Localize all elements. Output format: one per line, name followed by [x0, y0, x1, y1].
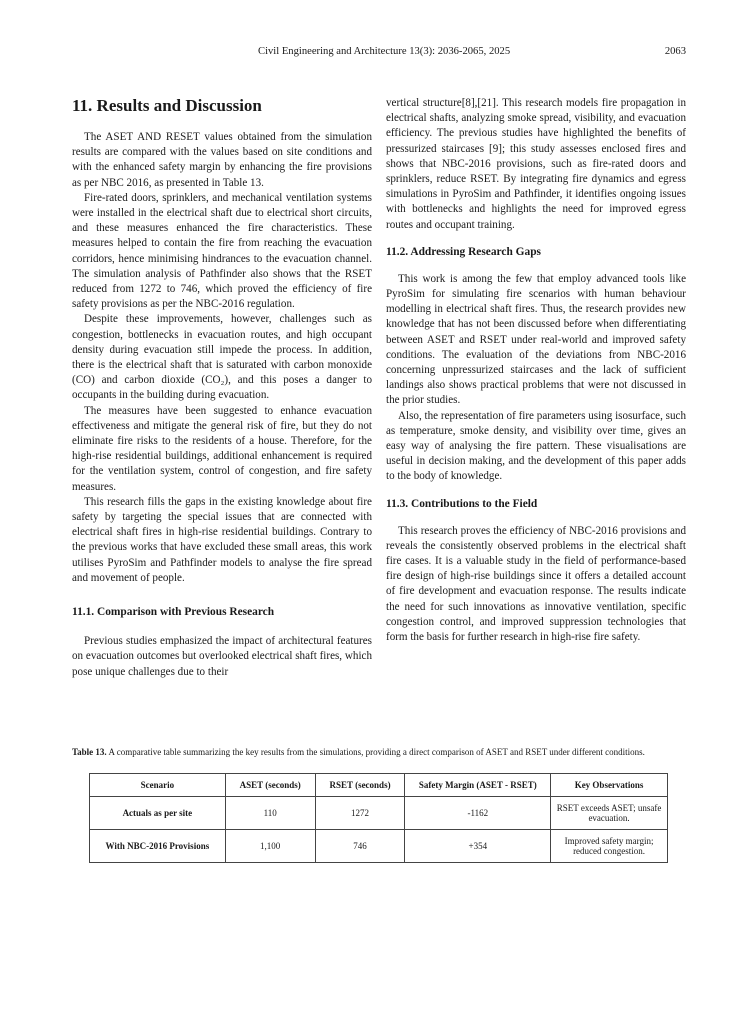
table-caption	[72, 747, 692, 758]
paragraph: Previous studies emphasized the impact of architectural features on evacuation outcomes but overlooked electrical shaft fires, which pose unique challenges due to their	[72, 635, 372, 678]
right-column	[386, 96, 686, 645]
table-header-cell: Scenario	[90, 774, 226, 797]
paragraph: The ASET AND RESET values obtained from the simulation results are compared with the values based on site conditions and with the enhanced safety margin by enhancing the fire provisions as per NBC 2016, as presented in Table 13.	[72, 131, 372, 189]
paragraph: Despite these improvements, however, challenges such as congestion, bottlenecks in evacuation routes, and high occupant density during evacuation still impede the process. In addition, there is the electrical shaft that is saturated with carbon monoxide (CO) and carbon dioxide (CO₂), and this poses a danger to occupants in the building during evacuation.	[72, 313, 372, 402]
table-cell: RSET exceeds ASET; unsafe evacuation.	[551, 797, 668, 830]
table-header-row	[90, 774, 668, 797]
table-cell: 1,100	[225, 830, 315, 863]
table-cell: 746	[315, 830, 405, 863]
table-caption-text: A comparative table summarizing the key results from the simulations, providing a direct comparison of ASET and RSET under different conditions.	[108, 747, 645, 757]
paragraph: Fire-rated doors, sprinklers, and mechanical ventilation systems were installed in the electrical shaft due to electrical short circuits, and these measures enhanced the fire characteristics. These measures helped to contain the fire from reaching the evacuation corridors, hence minimising hindrances to the evacuation channel. The simulation analysis of Pathfinder also shows that the RSET reduced from 1272 to 746, which proved the efficiency of fire safety provisions as per the NBC-2016 regulation.	[72, 191, 372, 311]
left-column	[72, 96, 372, 680]
subsection-title: 11.3. Contributions to the Field	[386, 497, 538, 510]
table-cell: Actuals as per site	[90, 797, 226, 830]
journal-citation: Civil Engineering and Architecture 13(3): 2036-2065, 2025	[258, 46, 511, 57]
table-header-cell: Safety Margin (ASET - RSET)	[405, 774, 551, 797]
running-header	[70, 46, 686, 62]
table-cell: 1272	[315, 797, 405, 830]
subsection-title: 11.1. Comparison with Previous Research	[72, 606, 275, 619]
table-cell: Improved safety margin; reduced congestion.	[551, 830, 668, 863]
table-cell: +354	[405, 830, 551, 863]
paragraph: vertical structure[8],[21]. This research models fire propagation in electrical shafts, analyzing smoke spread, visibility, and evacuation efficiency. The previous studies have highlighted the benefits of pressurized staircases [9]; this study assesses enclosed fires and shows that NBC-2016 provisions, such as fire-rated doors and sprinklers, reduce RSET. By integrating fire dynamics and egress simulations in PyroSim and Pathfinder, it identifies ongoing issues with bottlenecks and highlights the need for improved egress routes and occupant training.	[386, 97, 686, 231]
table-cell: 110	[225, 797, 315, 830]
table-row	[90, 830, 668, 863]
table-header-cell: RSET (seconds)	[315, 774, 405, 797]
table-cell: With NBC-2016 Provisions	[90, 830, 226, 863]
paragraph: This research fills the gaps in the existing knowledge about fire safety by targeting the special issues that are connected with electrical shaft fires in high-rise residential buildings. Contrary to the previous works that have excluded these small areas, this work utilises PyroSim and Pathfinder models to analyse the fire spread and movement of people.	[72, 495, 372, 584]
page-number: 2063	[664, 46, 686, 57]
paragraph: This work is among the few that employ advanced tools like PyroSim for simulating fire scenarios with human behaviour modelling in electrical shaft fires. Thus, the research provides new knowledge that has not been discussed before when differentiating between ASET and RSET under real-world and improved safety conditions. The evaluation of the deviations from NBC-2016 concerning unpressurized staircases and the lack of sufficient landings also shows practical problems that were not discussed in the prior studies.	[386, 272, 686, 407]
table-cell: -1162	[405, 797, 551, 830]
table-caption-label: Table 13.	[72, 747, 107, 757]
results-table	[89, 773, 668, 863]
paragraph: The measures have been suggested to enhance evacuation effectiveness and mitigate the general risk of fire, but they do not eliminate fire risks to the residents of a house. Therefore, for the high-rise residential buildings, additional enhancement is required for the ventilation system, control of congestion, and fire safety measures.	[72, 404, 372, 493]
subsection-title: 11.2. Addressing Research Gaps	[386, 245, 541, 258]
section-title: 11. Results and Discussion	[72, 96, 262, 115]
paragraph: Also, the representation of fire parameters using isosurface, such as temperature, smoke density, and visibility over time, gives an easy way of analysing the fire pattern. These visualisations are useful in decision making, and the development of this paper adds to the body of knowledge.	[386, 409, 686, 483]
table-row	[90, 797, 668, 830]
table-header-cell: Key Observations	[551, 774, 668, 797]
table-header-cell: ASET (seconds)	[225, 774, 315, 797]
paragraph: This research proves the efficiency of NBC-2016 provisions and reveals the consistently observed problems in the electrical shaft fire cases. It is a valuable study in the field of performance-based fire design of high-rise buildings since it offers a detailed account of fire development and evacuation response. The results indicate the need for such innovations as innovative ventilation, specific congestion control, and improved suppression technologies that form the basis for further research in high-rise fire safety.	[386, 524, 686, 644]
